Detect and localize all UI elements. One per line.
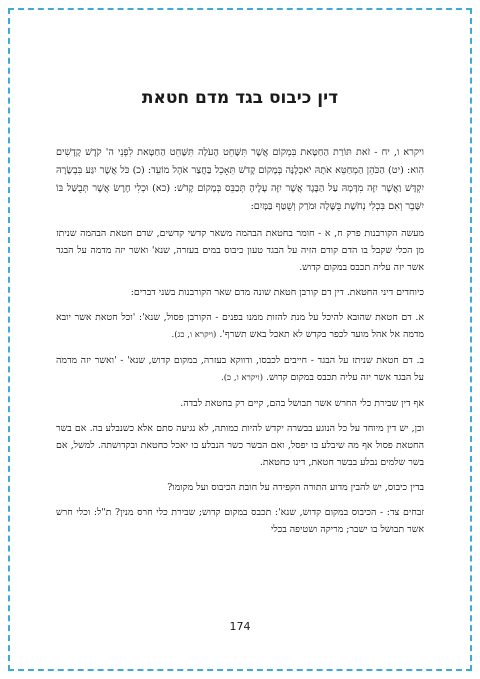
paragraph-text: וכן, יש דין מיוחד על כל הנוגע בבשרה יקדש להיות כמותה, לא נגיעה סתם אלא כשנבלע בה. אם בשר החטאת פסול אף מה שיבלע בו יפסל, ואם הבשר כשר הנבלע בו יאכל כחטאת ובקדושתה. למשל, אם בשר שלמים נבלע בבשר חטאת, דינו כחטאת. bbox=[56, 423, 424, 468]
paragraph-intro bbox=[56, 284, 424, 301]
paragraph-text: מעשה הקורבנות פרק ח, א - חומר בחטאת הבהמה משאר קדשי קדשים, שדם חטאת הבהמה שניתז מן הכלי שקבל בו הדם קודם הזיה על הבגד טעון כיבוס במים בעזרה, שנא' ואשר יזה מדמה על הבגד אשר יזה עליה תכבס במקום קדוש. bbox=[56, 228, 424, 273]
paragraph-text: זבחים צד: - הכיבוס במקום קדוש, שנא': תכבס במקום קדוש; שבירת כלי חרס מנין? ת"ל: וכלי חרש אשר תבושל בו ישבר; מריקה ושטיפה בכלי bbox=[56, 507, 424, 535]
page-number: 174 bbox=[229, 620, 251, 633]
source-reference: (ויקרא ו, כ). bbox=[221, 373, 264, 383]
source-reference: (ויקרא ו, כג). bbox=[171, 330, 217, 340]
paragraph-item-a bbox=[56, 309, 424, 344]
paragraph-vessels bbox=[56, 395, 424, 412]
paragraph-text: בדין כיבוס, יש להבין מדוע התורה הקפידה על חובת הכיבוס ועל מקומו? bbox=[167, 482, 424, 493]
paragraph-text: ויקרא ו, יח - זֹאת תּוֹרַת הַחַטָּאת בִּמְקוֹם אֲשֶׁר תִּשָּׁחֵט הָעֹלָה תִּשָּׁחֵט הַחַטָּאת לִפְנֵי ה' קֹדֶשׁ קָדָשִׁים הִוא: (יט) הַכֹּהֵן הַמְחַטֵּא אֹתָהּ יֹאכְלֶנָּה בְּמָקוֹם קָדֹשׁ תֵּאָכֵל בַּחֲצַר אֹהֶל מוֹעֵד: (כ) כֹּל אֲשֶׁר יִגַּע בִּבְשָׂרָהּ יִקְדָּשׁ וַאֲשֶׁר יִזֶּה מִדָּמָהּ עַל הַבֶּגֶד אֲשֶׁר יִזֶּה עָלֶיהָ תְּכַבֵּס בְּמָקוֹם קָדֹשׁ: (כא) וּכְלִי חֶרֶשׂ אֲשֶׁר תְּבֻשַּׁל בּוֹ יִשָּׁבֵר וְאִם בִּכְלִי נְחֹשֶׁת בֻּשָּׁלָה וּמֹרַק וְשֻׁטַּף בַּמָּיִם: bbox=[56, 147, 424, 212]
paragraph-verse bbox=[56, 144, 424, 216]
paragraph-item-b bbox=[56, 352, 424, 387]
paragraph-text: אף דין שבירת כלי החרש אשר תבושל בהם, קיים רק בחטאת לבדה. bbox=[180, 398, 424, 409]
page-title: דין כיבוס בגד מדם חטאת bbox=[141, 88, 339, 108]
paragraph-text: כיוחדים דיני החטאת. דין דם קורבן חטאת שונה מדם שאר הקורבנות בשני דברים: bbox=[130, 287, 424, 298]
page-content bbox=[56, 88, 424, 546]
paragraph-text: ב. דם חטאת שניתז על הבגד - חייבים לכבסו, ודווקא בעזרה, במקום קדוש, שנא' - 'ואשר יזה מדמה על הבגד אשר יזה עליה תכבס במקום קדוש. bbox=[56, 355, 424, 383]
paragraph-question bbox=[56, 479, 424, 496]
paragraph-rambam bbox=[56, 225, 424, 276]
paragraph-text: א. דם חטאת שהובא להיכל על מנת להזות ממנו בפנים - הקורבן פסול, שנא': 'וכל חטאת אשר יובא מדמה אל אהל מועד לכפר בקדש לא תאכל באש תשרף'. bbox=[56, 312, 424, 340]
paragraph-zevachim bbox=[56, 504, 424, 538]
paragraph-absorption bbox=[56, 420, 424, 471]
